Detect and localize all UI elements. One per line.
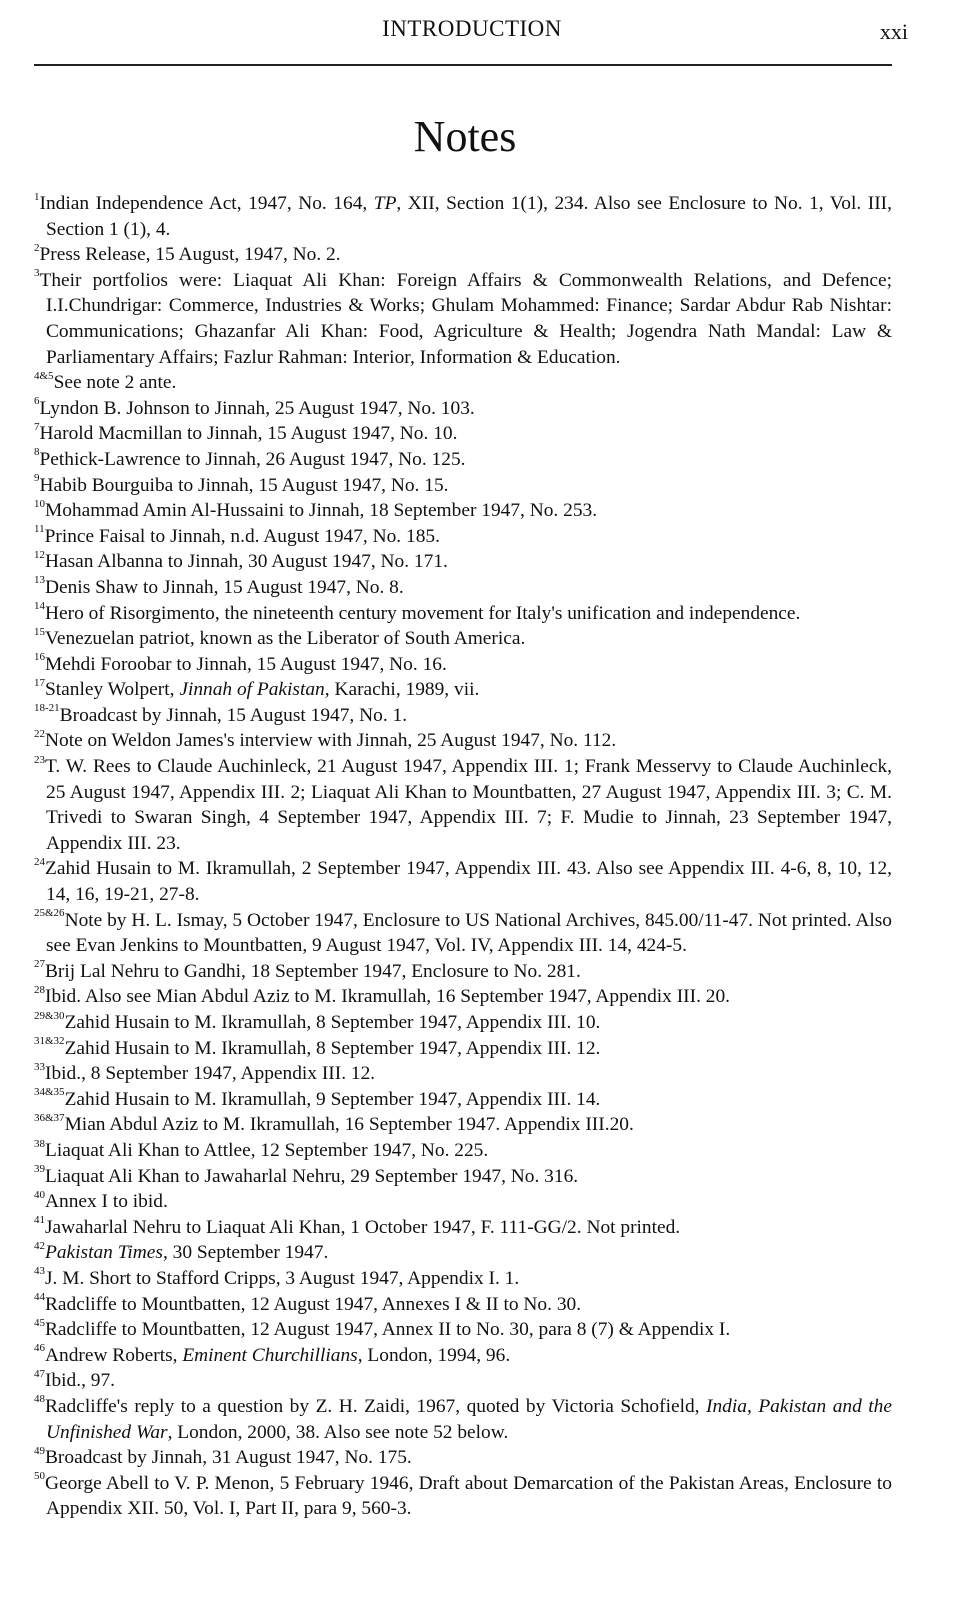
note-text: Brij Lal Nehru to Gandhi, 18 September 1947, Enclosure to No. 281.	[45, 960, 581, 982]
note-text: T. W. Rees to Claude Auchinleck, 21 August 1947, Appendix III. 1; Frank Messervy to Claude Auchinleck, 25 August 1947, Appendix III. 2; Liaquat Ali Khan to Mountbatten, 27 August 1947, Appendix III. 3; C. M. Trivedi to Swaran Singh, 4 September 1947, Appendix III. 7; F. Mudie to Jinnah, 23 September 1947, Appendix III. 23.	[45, 756, 892, 854]
note-number: 41	[34, 1214, 45, 1227]
note-text: Note on Weldon James's interview with Jinnah, 25 August 1947, No. 112.	[45, 730, 617, 752]
running-title: INTRODUCTION	[382, 16, 562, 41]
note-text: Mian Abdul Aziz to M. Ikramullah, 16 September 1947. Appendix III.20.	[64, 1114, 634, 1136]
note-text: Liaquat Ali Khan to Jawaharlal Nehru, 29 September 1947, No. 316.	[45, 1165, 579, 1187]
note-text: Harold Macmillan to Jinnah, 15 August 1947, No. 10.	[39, 423, 458, 445]
note-number: 29&30	[34, 1009, 65, 1022]
note-number: 50	[34, 1470, 45, 1483]
note-text: Zahid Husain to M. Ikramullah, 9 September 1947, Appendix III. 14.	[64, 1088, 601, 1110]
note-text: , XII, Section 1(1), 234. Also see Enclosure to No. 1, Vol. III, Section 1 (1), 4.	[46, 193, 892, 240]
note-item	[34, 1445, 892, 1471]
note-number: 13	[34, 574, 45, 587]
note-item	[34, 498, 892, 524]
note-number: 7	[34, 420, 40, 433]
note-text: Jawaharlal Nehru to Liaquat Ali Khan, 1 October 1947, F. 111-GG/2. Not printed.	[45, 1216, 681, 1238]
note-item	[34, 1317, 892, 1343]
header-rule	[34, 64, 892, 66]
note-text: Hero of Risorgimento, the nineteenth century movement for Italy's unification and independence.	[45, 602, 801, 624]
note-text: Liaquat Ali Khan to Attlee, 12 September 1947, No. 225.	[45, 1139, 489, 1161]
note-item	[34, 396, 892, 422]
note-italic-text: Pakistan Times	[45, 1242, 163, 1264]
note-item	[34, 1087, 892, 1113]
note-number: 12	[34, 548, 45, 561]
note-item	[34, 626, 892, 652]
note-number: 49	[34, 1444, 45, 1457]
note-number: 22	[34, 728, 45, 740]
note-item	[34, 1292, 892, 1318]
note-item	[34, 677, 892, 703]
note-number: 16	[34, 651, 45, 664]
note-item	[34, 984, 892, 1010]
note-item	[34, 856, 892, 907]
note-item	[34, 908, 892, 959]
note-number: 45	[34, 1316, 45, 1329]
note-text: Indian Independence Act, 1947, No. 164,	[39, 193, 374, 214]
note-number: 34&35	[34, 1086, 65, 1099]
note-number: 23	[34, 753, 45, 766]
note-number: 1	[34, 190, 40, 203]
note-item	[34, 1368, 892, 1394]
note-text: Hasan Albanna to Jinnah, 30 August 1947, No. 171.	[45, 551, 448, 573]
note-item	[34, 728, 892, 754]
note-item	[34, 473, 892, 499]
note-number: 31&32	[34, 1035, 65, 1048]
note-italic-text: Eminent Churchillians	[182, 1344, 358, 1366]
note-italic-text: Jinnah of Pakistan	[179, 679, 325, 701]
note-item	[34, 1471, 892, 1522]
note-number: 28	[34, 983, 45, 996]
note-text: Prince Faisal to Jinnah, n.d. August 1947, No. 185.	[44, 525, 440, 547]
note-text: , 30 September 1947.	[162, 1242, 329, 1264]
note-item	[34, 601, 892, 627]
notes-list	[34, 191, 892, 1522]
note-text: Press Release, 15 August, 1947, No. 2.	[39, 244, 341, 266]
note-item	[34, 1189, 892, 1215]
note-number: 44	[34, 1291, 45, 1304]
page-number: xxi	[879, 19, 908, 44]
note-text: Zahid Husain to M. Ikramullah, 2 September 1947, Appendix III. 43. Also see Appendix III. 4-6, 8, 10, 12, 14, 16, 19-21, 27-8.	[45, 858, 892, 906]
note-text: , London, 2000, 38. Also see note 52 below.	[167, 1421, 509, 1443]
note-number: 42	[34, 1239, 45, 1252]
note-number: 11	[34, 523, 45, 536]
note-text: See note 2 ante.	[53, 372, 177, 394]
note-item	[34, 1138, 892, 1164]
note-item	[34, 1215, 892, 1241]
section-title: Notes	[413, 112, 517, 161]
note-item	[34, 1266, 892, 1292]
note-text: J. M. Short to Stafford Cripps, 3 August 1947, Appendix I. 1.	[45, 1267, 520, 1289]
note-item	[34, 754, 892, 856]
note-item	[34, 1036, 892, 1062]
note-text: , London, 1994, 96.	[357, 1344, 511, 1366]
note-text: , Karachi, 1989, vii.	[324, 679, 480, 701]
note-text: Lyndon B. Johnson to Jinnah, 25 August 1947, No. 103.	[39, 397, 475, 419]
note-text: Note by H. L. Ismay, 5 October 1947, Enclosure to US National Archives, 845.00/11-47. Not printed. Also see Evan Jenkins to Mountbatten, 9 August 1947, Vol. IV, Appendix III. 14, 424-5.	[46, 909, 892, 957]
note-text: Ibid., 8 September 1947, Appendix III. 12.	[45, 1063, 376, 1085]
note-text: Radcliffe to Mountbatten, 12 August 1947, Annexes I & II to No. 30.	[45, 1293, 582, 1315]
note-item	[34, 1010, 892, 1036]
note-item	[34, 1061, 892, 1087]
note-text: Broadcast by Jinnah, 31 August 1947, No. 175.	[45, 1447, 412, 1469]
note-item	[34, 191, 892, 242]
note-text: Ibid., 97.	[45, 1370, 116, 1392]
note-number: 3	[34, 267, 40, 280]
note-text: Zahid Husain to M. Ikramullah, 8 September 1947, Appendix III. 12.	[64, 1037, 601, 1059]
note-item	[34, 575, 892, 601]
note-item	[34, 524, 892, 550]
note-item	[34, 1394, 892, 1445]
note-number: 40	[34, 1188, 45, 1201]
running-head	[36, 16, 908, 46]
note-text: Radcliffe to Mountbatten, 12 August 1947, Annex II to No. 30, para 8 (7) & Appendix I.	[45, 1319, 731, 1341]
note-text: George Abell to V. P. Menon, 5 February 1946, Draft about Demarcation of the Pakistan Areas, Enclosure to Appendix XII. 50, Vol. I, Part II, para 9, 560-3.	[45, 1472, 892, 1520]
note-number: 4&5	[34, 369, 54, 382]
note-item	[34, 703, 892, 729]
note-text: Their portfolios were: Liaquat Ali Khan: Foreign Affairs & Commonwealth Relations, and Defence; I.I.Chundrigar: Commerce, Industries & Works; Ghulam Mohammed: Finance; Sardar Abdur Rab Nishtar: Communications; Ghazanfar Ali Khan: Food, Agriculture & Health; Jogendra Nath Mandal: Law & Parliamentary Affairs; Fazlur Rahman: Interior, Information & Education.	[39, 269, 892, 368]
note-text: Venezuelan patriot, known as the Liberator of South America.	[45, 628, 526, 650]
note-number: 38	[34, 1137, 45, 1150]
note-text: Ibid. Also see Mian Abdul Aziz to M. Ikramullah, 16 September 1947, Appendix III. 20.	[45, 986, 731, 1008]
note-item	[34, 447, 892, 473]
note-item	[34, 1164, 892, 1190]
note-number: 39	[34, 1163, 45, 1176]
note-number: 25&26	[34, 907, 65, 920]
note-item	[34, 268, 892, 370]
note-number: 9	[34, 472, 40, 485]
note-number: 6	[34, 395, 40, 408]
note-number: 43	[34, 1265, 45, 1278]
note-text: Stanley Wolpert,	[45, 679, 180, 701]
note-item	[34, 1343, 892, 1369]
note-number: 8	[34, 446, 40, 459]
note-item	[34, 1240, 892, 1266]
note-text: Pethick-Lawrence to Jinnah, 26 August 1947, No. 125.	[39, 448, 466, 470]
note-number: 48	[34, 1393, 45, 1406]
note-text: Mohammad Amin Al-Hussaini to Jinnah, 18 September 1947, No. 253.	[45, 500, 598, 522]
note-text: Denis Shaw to Jinnah, 15 August 1947, No. 8.	[45, 576, 404, 598]
note-text: Mehdi Foroobar to Jinnah, 15 August 1947, No. 16.	[45, 653, 447, 675]
note-text: Andrew Roberts,	[45, 1344, 183, 1366]
note-number: 33	[34, 1060, 45, 1073]
note-number: 36&37	[34, 1111, 65, 1124]
note-text: Radcliffe's reply to a question by Z. H. Zaidi, 1967, quoted by Victoria Schofield,	[45, 1395, 707, 1417]
note-item	[34, 1112, 892, 1138]
note-number: 18-21	[34, 702, 60, 715]
note-number: 47	[34, 1367, 45, 1380]
note-number: 10	[34, 497, 45, 510]
note-text: Zahid Husain to M. Ikramullah, 8 September 1947, Appendix III. 10.	[64, 1012, 601, 1033]
note-item	[34, 959, 892, 985]
note-item	[34, 421, 892, 447]
note-italic-text: TP	[373, 193, 397, 214]
note-number: 27	[34, 958, 45, 971]
note-number: 14	[34, 600, 45, 613]
note-text: Annex I to ibid.	[45, 1191, 168, 1213]
note-text: Broadcast by Jinnah, 15 August 1947, No. 1.	[59, 704, 408, 726]
note-number: 24	[34, 855, 45, 868]
note-italic-text: India, Pakistan and the Unfinished War	[46, 1395, 892, 1443]
note-text: Habib Bourguiba to Jinnah, 15 August 1947, No. 15.	[39, 474, 449, 496]
note-item	[34, 652, 892, 678]
note-number: 46	[34, 1342, 45, 1355]
note-item	[34, 242, 892, 268]
note-item	[34, 370, 892, 396]
note-number: 2	[34, 241, 40, 254]
note-item	[34, 549, 892, 575]
note-number: 15	[34, 625, 45, 638]
note-number: 17	[34, 676, 45, 689]
